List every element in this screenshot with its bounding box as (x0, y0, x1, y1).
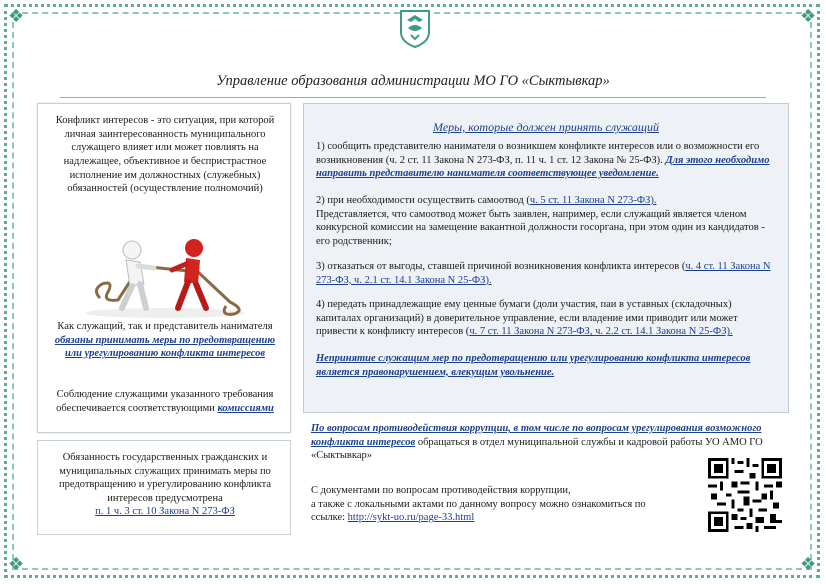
measure-item-4-text: 4) передать принадлежащие ему ценные бумаги (доли участия, паи в уставных (складочных) капиталах организаций) в доверительное управление, если владение ими приводит или может привести к конфликту интересов ( (316, 299, 738, 338)
conflict-definition: Конфликт интересов - это ситуация, при которой личная заинтересованность муниципального служащего влияет или может повлиять на надлежащее, объективное и беспристрастное исполнение им должностных (служебных) обязанностей (осуществление полномочий) (55, 115, 275, 195)
qr-code-icon[interactable] (708, 458, 782, 532)
corner-ornament-icon: ❖ (8, 6, 25, 27)
dismissal-warning (316, 352, 776, 379)
legal-basis-link-wrap (50, 505, 280, 519)
documents-line-3 (311, 511, 701, 525)
notification-link[interactable]: Для этого необходимо направить представителю нанимателя соответствующее уведомление. (316, 154, 770, 180)
measure-item-4 (316, 298, 776, 339)
documents-url-link[interactable]: http://sykt-uo.ru/page-33.html (347, 512, 475, 524)
corner-ornament-icon: ❖ (800, 6, 817, 27)
legal-basis-text: Обязанность государственных гражданских и муниципальных служащих принимать меры по предотвращению и урегулированию конфликта интересов предусмотрена (59, 452, 271, 504)
documents-link-prefix: ссылке: (311, 512, 346, 524)
obligation-prefix: Как служащий, так и представитель нанимателя (57, 321, 273, 332)
documents-paragraph (311, 484, 701, 525)
measure-item-2 (316, 194, 776, 249)
anticorruption-contacts-link[interactable]: По вопросам противодействия коррупции, в том числе по вопросам урегулирования возможного конфликта интересов (311, 423, 762, 448)
measures-panel (303, 103, 789, 413)
measure-item-3 (316, 260, 776, 287)
corner-ornament-icon: ❖ (8, 554, 25, 575)
documents-line-1: С документами по вопросам противодействия коррупции, (311, 485, 571, 496)
benefit-refusal-law-link[interactable]: ч. 4 ст. 11 Закона N 273-ФЗ, ч. 2.1 ст. 14.1 Закона N 25-ФЗ). (316, 261, 771, 286)
measures-heading-wrap (304, 118, 788, 136)
self-recusal-law-link[interactable]: ч. 5 ст. 11 Закона N 273-ФЗ). (529, 195, 657, 206)
title-divider (60, 97, 766, 98)
measure-item-2-prefix: 2) при необходимости осуществить самоотвод ( (316, 195, 530, 206)
commissions-link[interactable]: комиссиями (217, 402, 274, 414)
compliance-paragraph (50, 388, 280, 415)
measure-item-1 (316, 140, 776, 181)
compliance-prefix: Соблюдение служащими указанного требования обеспечивается соответствующими (56, 389, 274, 414)
measure-item-1-text: 1) сообщить представителю нанимателя о возникшем конфликте интересов или о возможности его возникновения (ч. 2 ст. 11 Закона N 273-ФЗ, п. 11 ч. 1 ст. 12 Закона № 25-ФЗ). (316, 141, 760, 166)
legal-basis-panel (37, 440, 291, 535)
obligation-paragraph (50, 320, 280, 361)
measures-heading[interactable]: Меры, которые должен принять служащий (433, 120, 659, 134)
documents-line-2: а также с локальными актами по данному вопросу можно ознакомиться по (311, 498, 646, 510)
measure-item-2-text: Представляется, что самоотвод может быть заявлен, например, если служащий является членом конкурсной комиссии на замещение вакантной должности госоргана, при этом один из кандидатов - его родственник; (316, 208, 765, 247)
measure-item-3-text: 3) отказаться от выгоды, ставшей причиной возникновения конфликта интересов ( (316, 261, 686, 272)
legal-basis-link[interactable]: п. 1 ч. 3 ст. 10 Закона N 273-ФЗ (95, 506, 235, 517)
dismissal-warning-link[interactable]: Непринятие служащим мер по предотвращению или урегулированию конфликта интересов является правонарушением, влекущим увольнение. (316, 353, 751, 378)
page-title: Управление образования администрации МО ГО «Сыктывкар» (216, 73, 610, 89)
obligation-link[interactable]: обязаны принимать меры по предотвращению или урегулированию конфликта интересов (54, 334, 276, 360)
corner-ornament-icon: ❖ (800, 554, 817, 575)
tug-of-war-illustration (80, 220, 250, 320)
contacts-paragraph (311, 422, 771, 463)
contacts-text: обращаться в отдел муниципальной службы и кадровой работы УО АМО ГО «Сыктывкар» (311, 436, 763, 462)
komi-emblem-icon (398, 8, 432, 48)
securities-law-link[interactable]: ч. 7 ст. 11 Закона N 273-ФЗ, ч. 2.2 ст. 14.1 Закона N 25-ФЗ). (469, 326, 733, 338)
